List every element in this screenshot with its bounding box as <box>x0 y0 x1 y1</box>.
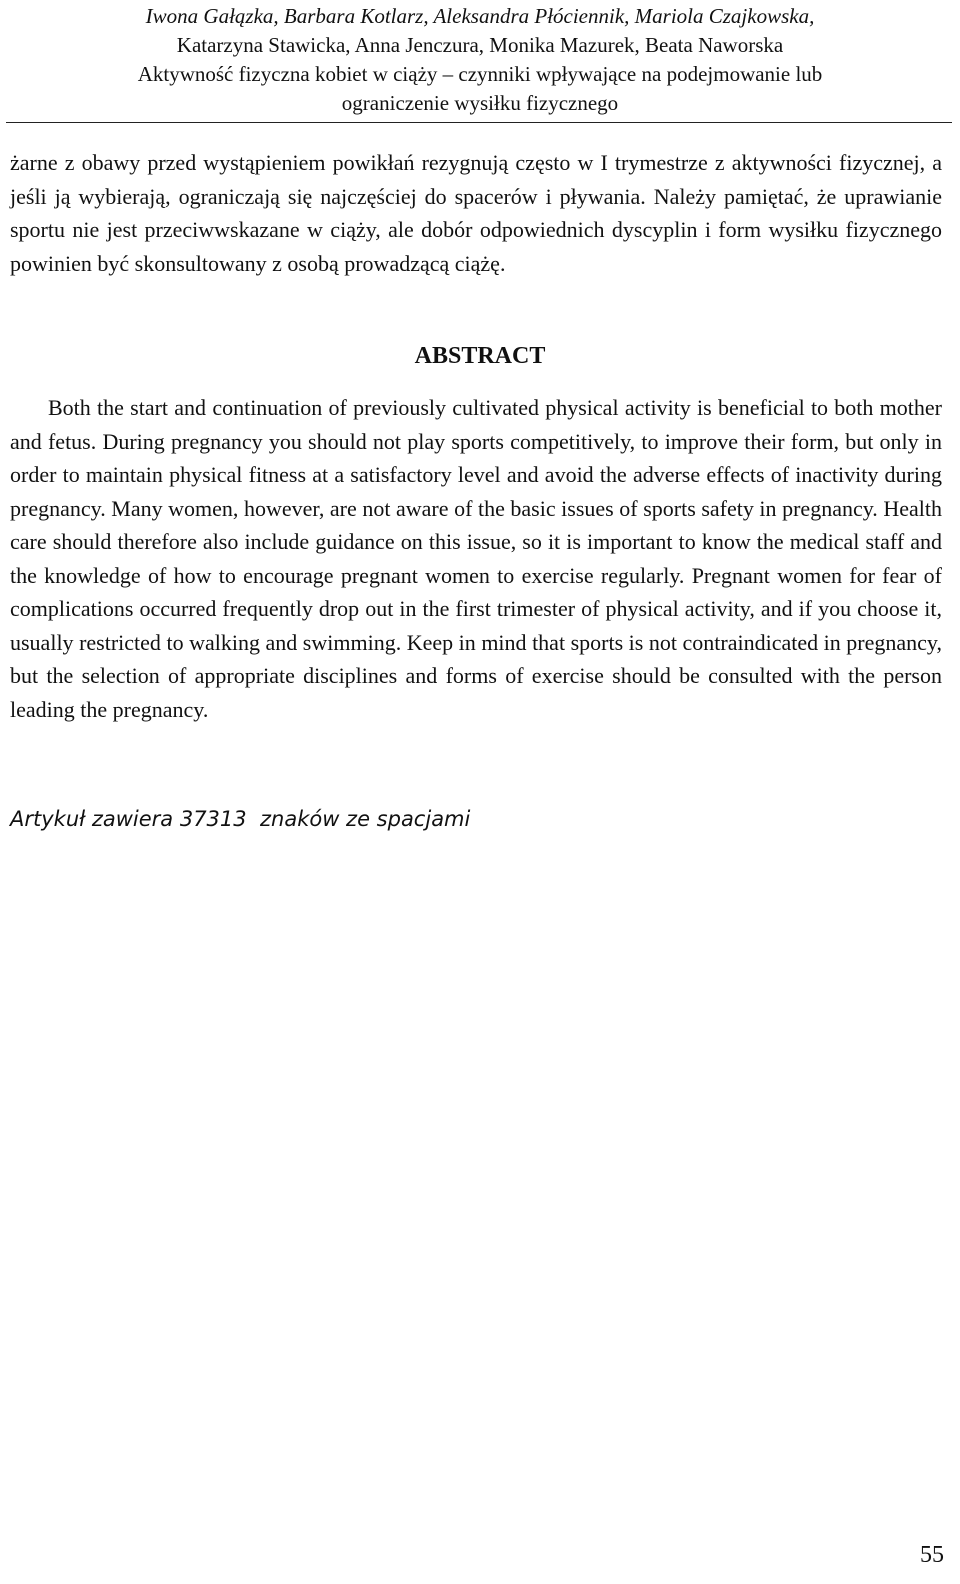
article-title-line-2: ograniczenie wysiłku fizycznego <box>341 91 619 115</box>
header-divider <box>6 122 952 123</box>
authors-line-2: Katarzyna Stawicka, Anna Jenczura, Monika Mazurek, Beata Naworska <box>176 33 784 57</box>
page-number: 55 <box>920 1542 944 1568</box>
abstract-paragraph: Both the start and continuation of previously cultivated physical activity is beneficial to both mother and fetus. During pregnancy you should not play sports competitively, to improve their form, but only in order to maintain physical fitness at a satisfactory level and avoid the adverse effects of inactivity during pregnancy. Many women, however, are not aware of the basic issues of sports safety in pregnancy. Health care should therefore also include guidance on this issue, so it is important to know the medical staff and the knowledge of how to encourage pregnant women to exercise regularly. Pregnant women for fear of complications occurred frequently drop out in the first trimester of physical activity, and if you choose it, usually restricted to walking and swimming. Keep in mind that sports is not contraindicated in pregnancy, but the selection of appropriate disciplines and forms of exercise should be consulted with the person leading the pregnancy. <box>10 395 942 722</box>
running-header <box>0 0 960 118</box>
article-title-line-1: Aktywność fizyczna kobiet w ciąży – czynniki wpływające na podejmowanie lub <box>137 62 823 86</box>
abstract-heading: ABSTRACT <box>414 343 546 369</box>
authors-line-1: Iwona Gałązka, Barbara Kotlarz, Aleksandra Płóciennik, Mariola Czajkowska, <box>145 4 815 28</box>
character-count-note: Artykuł zawiera 37313 znaków ze spacjami <box>10 807 471 831</box>
polish-paragraph: żarne z obawy przed wystąpieniem powikłań rezygnują często w I trymestrze z aktywności fizycznej, a jeśli ją wybierają, ograniczają się najczęściej do spacerów i pływania. Należy pamiętać, że uprawianie sportu nie jest przeciwwskazane w ciąży, ale dobór odpowiednich dyscyplin i form wysiłku fizycznego powinien być skonsultowany z osobą prowadzącą ciążę. <box>10 150 942 276</box>
